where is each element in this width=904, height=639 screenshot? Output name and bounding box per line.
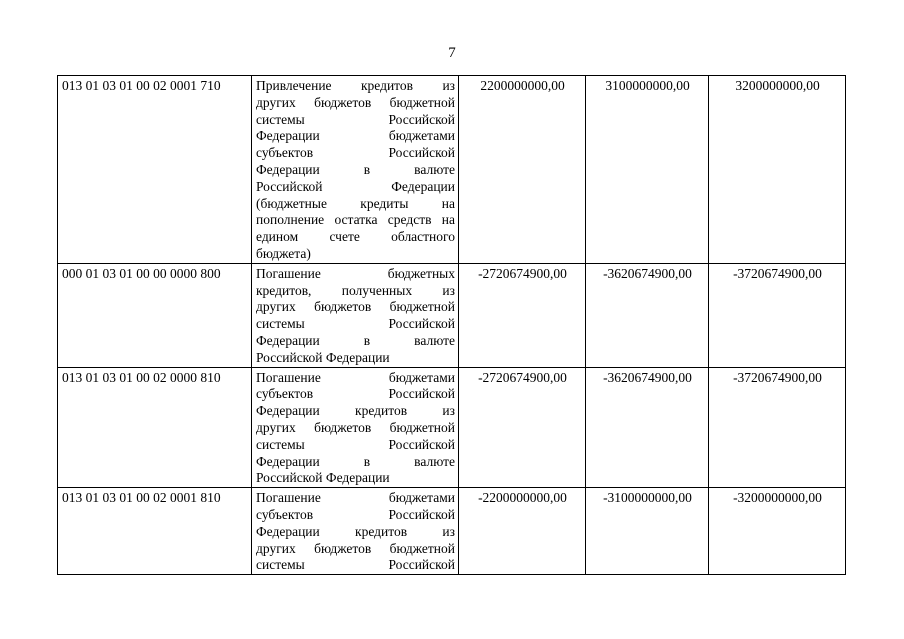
table-row: [58, 263, 846, 367]
description-line: системы Российской: [256, 436, 455, 452]
budget-sources-table: [57, 75, 846, 575]
description-line: Погашение бюджетных: [256, 265, 455, 281]
description-line: Федерации в валюте: [256, 332, 455, 348]
description-line: других бюджетов бюджетной: [256, 419, 455, 435]
description-line: системы Российской: [256, 111, 455, 127]
description-line: Привлечение кредитов из: [256, 78, 455, 93]
description-line: Погашение бюджетами: [256, 369, 455, 385]
description-line: бюджета): [256, 245, 311, 261]
amount-year1-cell: -2720674900,00: [459, 367, 586, 488]
description-line: системы Российской: [256, 557, 455, 573]
budget-code-cell: 013 01 03 01 00 02 0000 810: [58, 367, 252, 488]
description-line: Федерации в валюте: [256, 161, 455, 177]
description-line: Российской Федерации: [256, 178, 455, 194]
description-line: Российской Федерации: [256, 470, 390, 486]
description-line: субъектов Российской: [256, 506, 455, 522]
description-line: кредитов, полученных из: [256, 282, 455, 298]
description-line: Российской Федерации: [256, 349, 390, 365]
description-line: субъектов Российской: [256, 145, 455, 161]
description-line: других бюджетов бюджетной: [256, 540, 455, 556]
table-row: [58, 488, 846, 575]
description-line: Погашение бюджетами: [256, 490, 455, 506]
description-cell: [252, 263, 459, 367]
description-line: Федерации кредитов из: [256, 523, 455, 539]
description-cell: [252, 367, 459, 488]
description-line: пополнение остатка средств на: [256, 212, 455, 228]
amount-year2-cell: -3620674900,00: [586, 367, 709, 488]
table-row: [58, 76, 846, 264]
description-line: Федерации в валюте: [256, 453, 455, 469]
amount-year1-cell: -2720674900,00: [459, 263, 586, 367]
amount-year3-cell: -3720674900,00: [709, 263, 846, 367]
page-number: 7: [448, 45, 456, 61]
budget-code-cell: 013 01 03 01 00 02 0001 710: [58, 76, 252, 264]
description-cell: [252, 76, 459, 264]
description-line: едином счете областного: [256, 229, 455, 245]
description-line: других бюджетов бюджетной: [256, 299, 455, 315]
budget-code-cell: 013 01 03 01 00 02 0001 810: [58, 488, 252, 575]
amount-year1-cell: 2200000000,00: [459, 76, 586, 264]
description-line: (бюджетные кредиты на: [256, 195, 455, 211]
description-line: других бюджетов бюджетной: [256, 94, 455, 110]
amount-year3-cell: -3720674900,00: [709, 367, 846, 488]
description-line: субъектов Российской: [256, 386, 455, 402]
amount-year1-cell: -2200000000,00: [459, 488, 586, 575]
amount-year3-cell: -3200000000,00: [709, 488, 846, 575]
description-cell: [252, 488, 459, 575]
description-line: Федерации бюджетами: [256, 128, 455, 144]
amount-year2-cell: -3100000000,00: [586, 488, 709, 575]
amount-year2-cell: 3100000000,00: [586, 76, 709, 264]
description-line: системы Российской: [256, 316, 455, 332]
amount-year2-cell: -3620674900,00: [586, 263, 709, 367]
description-line: Федерации кредитов из: [256, 403, 455, 419]
amount-year3-cell: 3200000000,00: [709, 76, 846, 264]
budget-code-cell: 000 01 03 01 00 00 0000 800: [58, 263, 252, 367]
table-row: [58, 367, 846, 488]
